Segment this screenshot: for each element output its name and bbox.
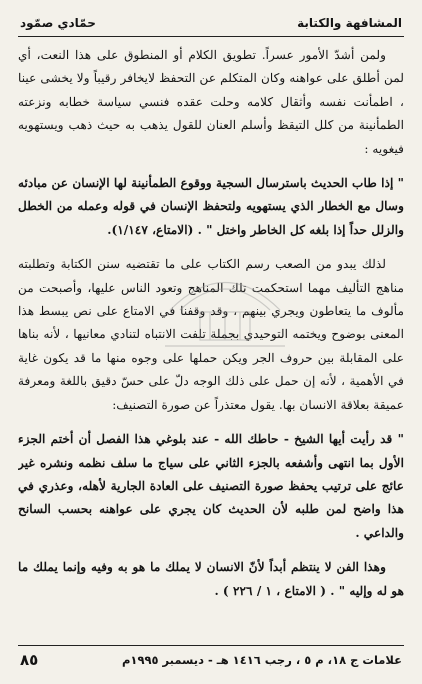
- header-rule: [18, 36, 404, 37]
- footer-rule: [18, 645, 404, 646]
- body-text: [18, 44, 404, 640]
- paragraph: لذلك يبدو من الصعب رسم الكتاب على ما تقتضيه سنن الكتابة وتطلبته مناهج التأليف مهما استحكمت تلك المناهج وتعود الناس عليها، وأصبحت من مألوف ما يتعاطون ويجري بينهم ، وقد وقفنا في الامتاع على نص يبسط هذا المعنى بوضوح ويختمه التوحيدي بجملة تلفت الانتباه لتنادي معانيها ، لأنه بناها على المقابلة بين حروف الجر ويكن حملها على وجوه منها ما قد يكون غاية في الأهمية ، لأنه إن حمل على ذلك الوجه دلّ على حسّ دقيق باللغة ومعرفة عميقة بعلاقة الانسان بها. يقول معتذراً عن صورة التصنيف:: [18, 257, 404, 412]
- quote-paragraph: وهذا الفن لا ينتظم أبداً لأنّ الانسان لا يملك ما هو به وفيه وإنما يملك ما هو له وإليه " . ( الامتاع ، ١ / ٢٢٦ ) .: [18, 560, 404, 598]
- journal-reference: علامات ج ١٨، م ٥ ، رجب ١٤١٦ هـ - ديسمبر ١٩٩٥م: [121, 653, 402, 667]
- quote-paragraph: " إذا طاب الحديث باسترسال السجية ووقوع الطمأنينة لها الإنسان عن مبادئه وسال مع الخطار الذي يستهويه ولتحفظ الإنسان في قوله وعمله من الخطل والزلل حداً إذا بلغه كل الخاطر واختل " . (الامتاع، ١/١٤٧).: [18, 176, 404, 237]
- page-number: ٨٥: [20, 651, 39, 669]
- running-header: [20, 12, 402, 34]
- author-name: حمّادي صمّود: [20, 16, 96, 30]
- page-footer: [20, 650, 402, 670]
- quote-paragraph: " قد رأيت أيها الشيخ - حاطك الله - عند بلوغي هذا الفصل أن أختم الجزء الأول بما انتهى وأشفعه بالجزء الثاني على سياج ما سلف نظمه ونشره غير عائج على ترتيب يحفظ صورة التصنيف على العادة الجارية لأهله، وعذري في هذا واضح لمن طلبه لأن الحديث كان يجري على عواهنه بحسب السانح والداعي .: [18, 432, 404, 540]
- paragraph: ولمن أشدّ الأمور عسراً. تطويق الكلام أو المنطوق على هذا النعت، أي لمن أطلق على عواهنه وكان المتكلم عن التحفظ لايخافر رقيباً ولا يخشى عينا ، اطمأنت نفسه وأثقال كلامه وحلت عقده فنسي سياسة خطابه ونزعته الطمأنينة من كلل التيقظ وأسلم العنان للقول يذهب به حيث ذهب ويستهويه فيغويه :: [18, 48, 404, 156]
- section-title: المشافهة والكتابة: [297, 16, 402, 30]
